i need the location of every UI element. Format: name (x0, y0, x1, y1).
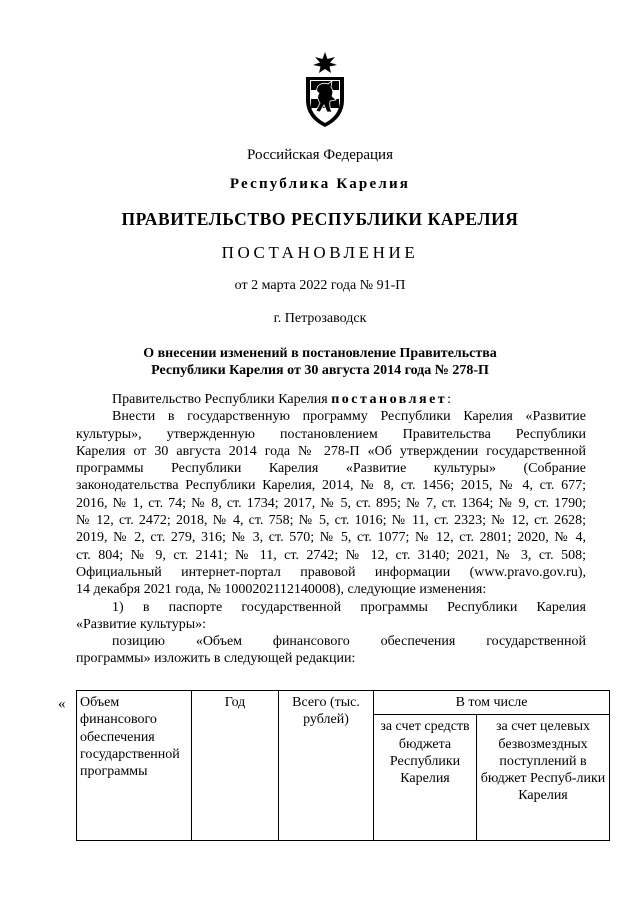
decree-prefix: Правительство Республики Карелия (112, 392, 332, 407)
body-line: 2016, № 1, ст. 74; № 8, ст. 1734; 2017, № 5, ст. 895; № 7, ст. 1364; № 9, ст. 1790; (76, 495, 586, 511)
karelia-coat-of-arms-icon (302, 50, 348, 130)
government-name: ПРАВИТЕЛЬСТВО РЕСПУБЛИКИ КАРЕЛИЯ (121, 209, 519, 229)
body-line: программы» изложить в следующей редакции: (76, 651, 356, 667)
body-line: № 12, ст. 2472; 2018, № 4, ст. 758; № 5, ст. 1016; № 11, ст. 2323; № 12, ст. 2628; (76, 513, 586, 529)
body-line: законодательства Республики Карелия, 2014, № 8, ст. 1456; 2015, № 4, ст. 677; (76, 478, 586, 494)
title-line-2: Республики Карелия от 30 августа 2014 года № 278-П (151, 363, 489, 378)
header-cell-financing-volume: Объем финансового обеспечения государственной программы (77, 691, 192, 841)
amendment-paragraph (76, 408, 586, 598)
title-line-1: О внесении изменений в постановление Правительства (143, 346, 497, 361)
decree-paragraph (76, 391, 586, 408)
body-line: позицию «Объем финансового обеспечения государственной (112, 634, 586, 650)
body-line: Официальный интернет-портал правовой информации (www.pravo.gov.ru), (76, 564, 586, 580)
body-line: программы Республики Карелия «Развитие культуры» (Собрание (76, 461, 586, 477)
body-line: «Развитие культуры»: (76, 616, 207, 632)
body-line: культуры», утвержденную постановлением Правительства Республики (76, 426, 586, 442)
body-line: Карелия от 30 августа 2014 года № 278-П «Об утверждении государственной (76, 443, 586, 459)
passport-paragraph (76, 599, 586, 634)
header-cell-regional-budget: за счет средств бюджета Республики Карелия (374, 715, 477, 841)
header-cell-year: Год (192, 691, 279, 841)
document-body (76, 391, 586, 668)
decree-word: постановляет (331, 392, 448, 407)
opening-quote-mark: « (58, 696, 66, 712)
body-line: 2019, № 2, ст. 279, 316; № 3, ст. 570; № 5, ст. 1077; № 12, ст. 2801; 2020, № 4, (76, 530, 586, 546)
header-cell-targeted-receipts: за счет целевых безвозмездных поступлений в бюджет Респуб-лики Карелия (477, 715, 610, 841)
document-city: г. Петрозаводск (273, 311, 367, 326)
body-line: ст. 804; № 9, ст. 2141; № 11, ст. 2742; № 12, ст. 3140; 2021, № 3, ст. 508; (76, 547, 586, 563)
body-line: Внести в государственную программу Республики Карелия «Развитие (112, 409, 586, 425)
document-date-number: от 2 марта 2022 года № 91-П (234, 278, 406, 293)
table-header-row (77, 691, 610, 715)
position-paragraph (76, 633, 586, 668)
header-cell-total: Всего (тыс. рублей) (279, 691, 374, 841)
financing-table (76, 690, 610, 841)
body-line: 1) в паспорте государственной программы Республики Карелия (112, 599, 586, 615)
document-type: ПОСТАНОВЛЕНИЕ (221, 243, 419, 262)
body-line: 14 декабря 2021 года, № 1000202112140008), следующие изменения: (76, 582, 487, 598)
republic-name: Республика Карелия (229, 176, 411, 192)
document-title (0, 345, 640, 379)
country-name: Российская Федерация (247, 147, 393, 163)
header-cell-including: В том числе (374, 691, 610, 715)
decree-suffix: : (447, 392, 452, 407)
